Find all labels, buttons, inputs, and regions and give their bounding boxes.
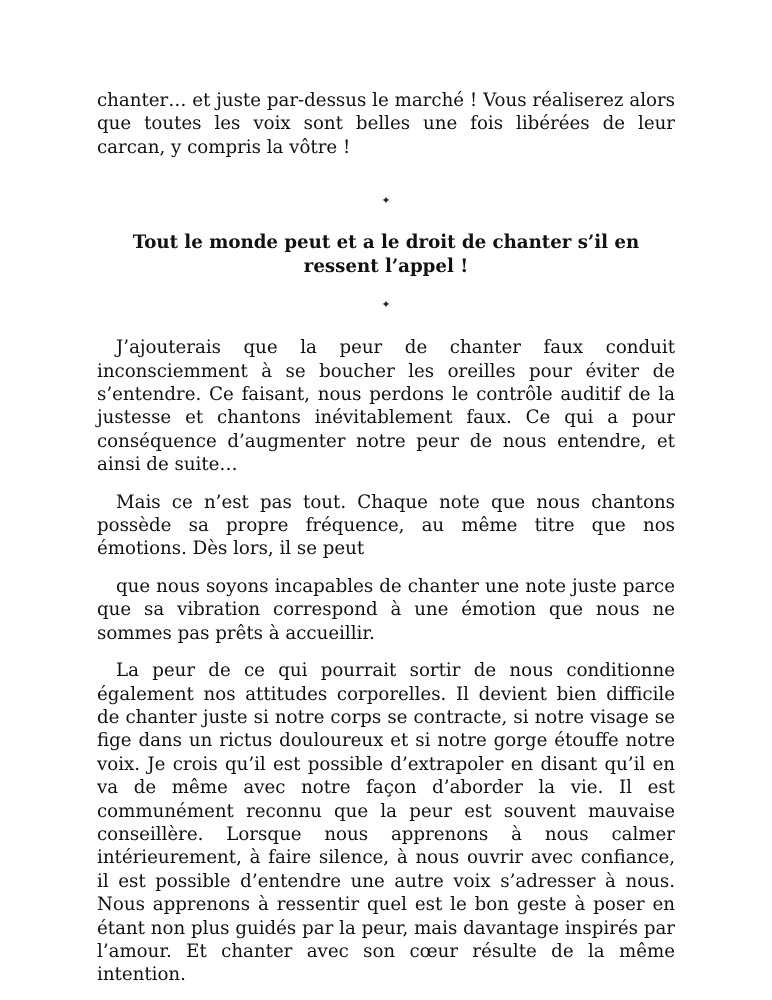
paragraph: que nous soyons incapables de chanter une note juste parce que sa vibration correspond à une émotion que nous ne sommes pas prêts à accueillir. (97, 575, 675, 644)
ornament-divider-icon: ✦ (381, 298, 391, 312)
document-page (97, 89, 675, 987)
paragraph: La peur de ce qui pourrait sortir de nous conditionne également nos attitudes corporelles. Il devient bien difficile de chanter juste si notre corps se contracte, si notre visage se fige dans un rictus douloureux et si notre gorge étouffe notre voix. Je crois qu’il est possible d’extrapoler en disant qu’il en va de même avec notre façon d’aborder la vie. Il est communément reconnu que la peur est souvent mauvaise conseillère. Lorsque nous apprenons à nous calmer intérieurement, à faire silence, à nous ouvrir avec confiance, il est possible d’entendre une autre voix s’adresser à nous. Nous apprenons à ressentir quel est le bon geste à poser en étant non plus guidés par la peur, mais davantage inspirés par l’amour. Et chanter avec son cœur résulte de la même intention. (97, 660, 675, 986)
paragraph: Mais ce n’est pas tout. Chaque note que nous chantons possède sa propre fréquence, au même titre que nos émotions. Dès lors, il se peut (97, 491, 675, 560)
section-heading: Tout le monde peut et a le droit de chanter s’il en ressent l’appel ! (132, 232, 640, 278)
intro-paragraph: chanter… et juste par-dessus le marché ! Vous réaliserez alors que toutes les voix sont belles une fois libérées de leur carcan, y compris la vôtre ! (97, 90, 675, 158)
paragraph: J’ajouterais que la peur de chanter faux conduit inconsciemment à se boucher les oreilles pour éviter de s’entendre. Ce faisant, nous perdons le contrôle auditif de la justesse et chantons inévitablement faux. Ce qui a pour conséquence d’augmenter notre peur de nous entendre, et ainsi de suite… (97, 337, 675, 476)
ornament-divider-icon: ✦ (381, 194, 391, 208)
